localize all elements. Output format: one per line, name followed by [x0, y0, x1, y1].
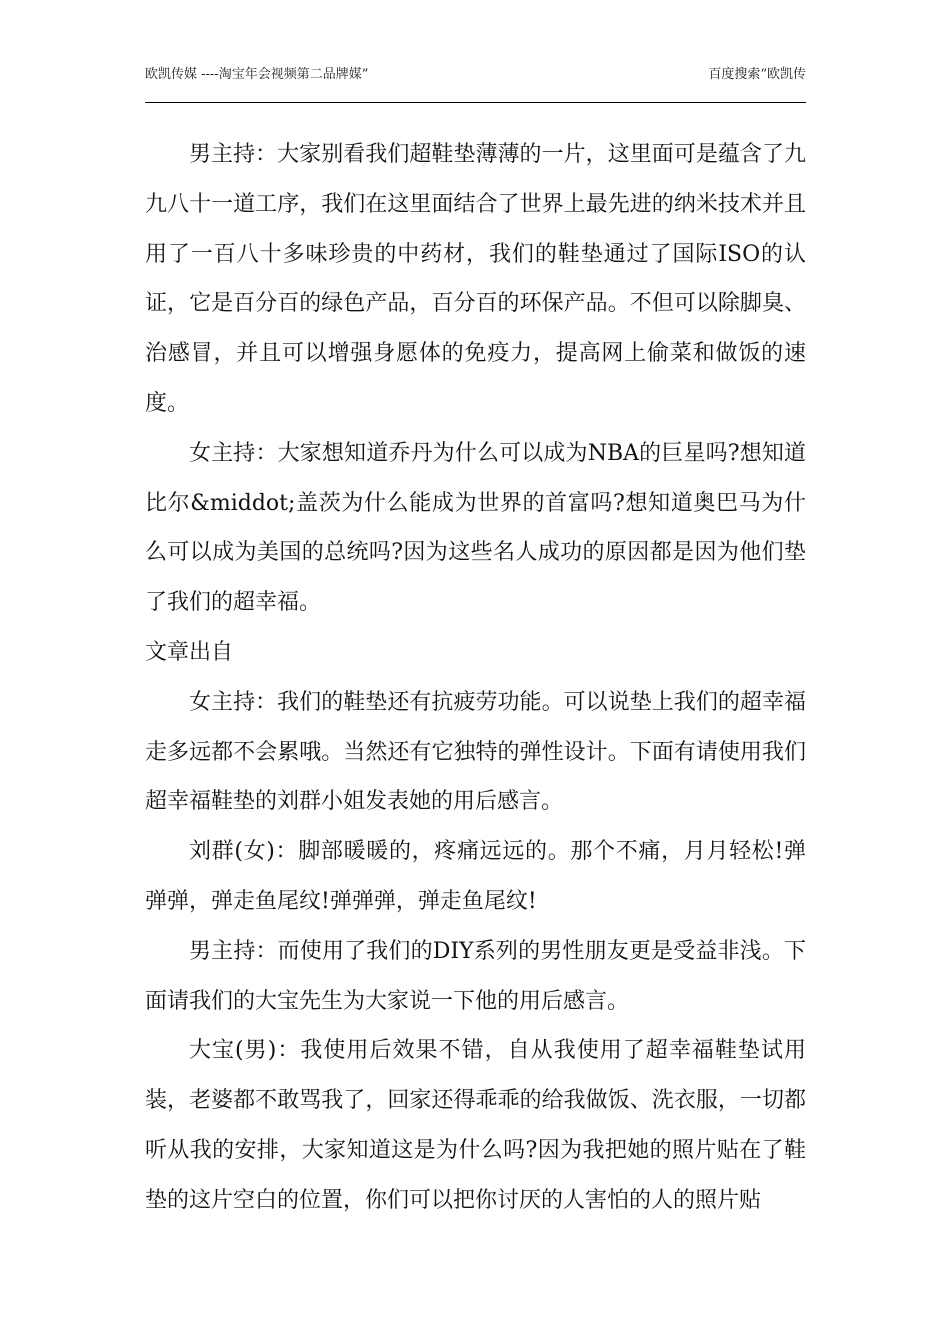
- document-body: [145, 130, 806, 1226]
- paragraph-da-bao: 大宝(男)：我使用后效果不错，自从我使用了超幸福鞋垫试用装，老婆都不敢骂我了，回家还得乖乖的给我做饭、洗衣服，一切都听从我的安排，大家知道这是为什么吗?因为我把她的照片贴在了鞋垫的这片空白的位置，你们可以把你讨厌的人害怕的人的照片贴: [145, 1038, 806, 1213]
- header-right-text: 百度搜索“欧凯传: [708, 67, 806, 82]
- paragraph-male-host-insole: 男主持：大家别看我们超鞋垫薄薄的一片，这里面可是蕴含了九九八十一道工序，我们在这里面结合了世界上最先进的纳米技术并且用了一百八十多味珍贵的中药材，我们的鞋垫通过了国际ISO的认证，它是百分百的绿色产品，百分百的环保产品。不但可以除脚臭、治感冒，并且可以增强身愿体的免疫力，提高网上偷菜和做饭的速度。: [145, 142, 806, 416]
- header-left-text: 欧凯传媒 ----淘宝年会视频第二品牌媒”: [145, 67, 369, 82]
- paragraph-male-host-diy: 男主持：而使用了我们的DIY系列的男性朋友更是受益非浅。下面请我们的大宝先生为大家说一下他的用后感言。: [145, 938, 806, 1014]
- paragraph-female-host-celebrities: 女主持：大家想知道乔丹为什么可以成为NBA的巨星吗?想知道比尔&middot;盖茨为什么能成为世界的首富吗?想知道奥巴马为什么可以成为美国的总统吗?因为这些名人成功的原因都是因为他们垫了我们的超幸福。: [145, 440, 806, 616]
- page-header: [145, 66, 806, 103]
- paragraph-source: 文章出自: [145, 639, 234, 665]
- paragraph-female-host-fatigue: 女主持：我们的鞋垫还有抗疲劳功能。可以说垫上我们的超幸福走多远都不会累哦。当然还有它独特的弹性设计。下面有请使用我们超幸福鞋垫的刘群小姐发表她的用后感言。: [145, 689, 806, 815]
- paragraph-liu-qun: 刘群(女)：脚部暖暖的，疼痛远远的。那个不痛，月月轻松!弹弹弹，弹走鱼尾纹!弹弹弹，弹走鱼尾纹!: [145, 839, 806, 914]
